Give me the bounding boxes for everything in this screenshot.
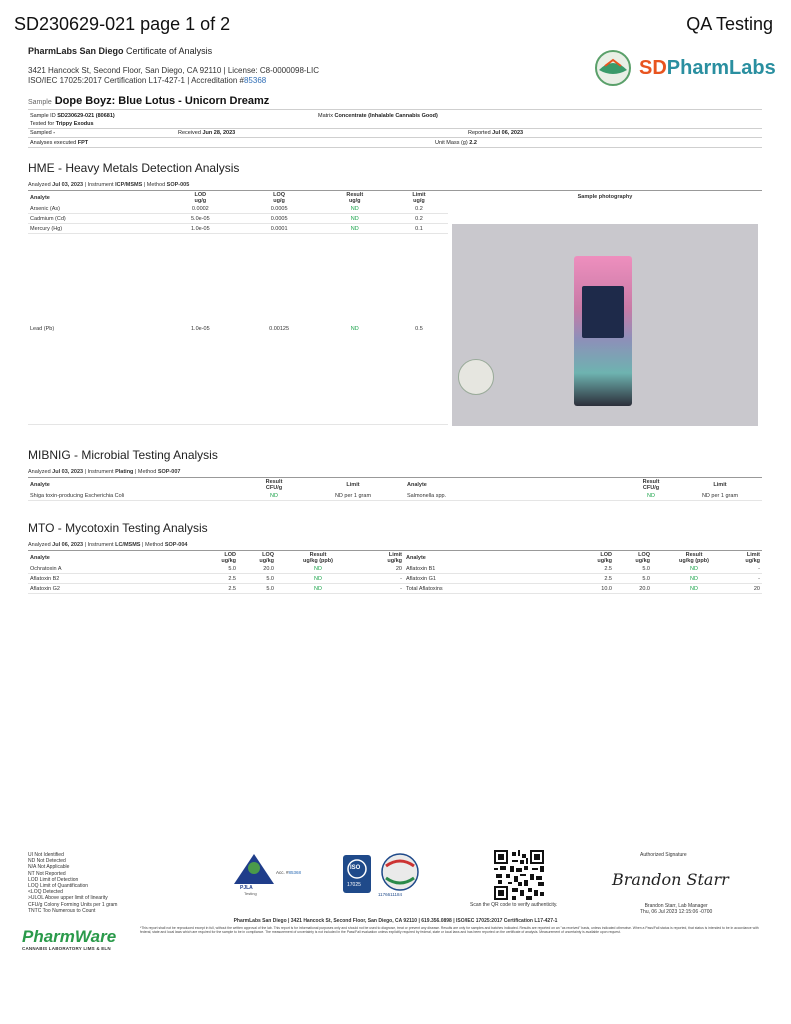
document-id: SD230629-021 page 1 of 2 [14,14,231,34]
mib-meta: Analyzed Jul 03, 2023 | Instrument Plating | Method SOP-007 [28,469,181,475]
qr-caption: Scan the QR code to verify authenticity. [470,902,558,908]
hme-header-row [28,192,448,204]
sample-photo [452,224,758,426]
received-date: Received Jun 28, 2023 [178,130,236,136]
lab-title [28,46,212,56]
lab-iso-line: ISO/IEC 17025:2017 Certification L17-427-1 | Accreditation #85368 [28,76,267,85]
lab-address-block [28,66,319,86]
accreditation-link[interactable]: 85368 [243,76,267,85]
pjla-badge: PJLA Testing [232,852,292,892]
reported-date: Reported Jul 06, 2023 [468,130,524,136]
package-window [582,286,624,338]
divider [28,190,762,191]
divider [28,147,762,148]
mib-table [28,479,762,501]
photo-header: Sample photography [577,194,633,200]
pharmlabs-seal-icon [591,48,637,88]
abbreviation-legend: UI Not Identified ND Not Detected N/A Not Applicable NT Not Reported LOD Limit of Detection LOQ Limit of Quantification <LOQ Detected >ULOL Above upper limit of linearity CFU/g Colony Forming Units per 1 gram TNTC Too Numerous to Count [28,852,118,914]
qa-testing-label: QA Testing [686,14,773,34]
sample-heading: Sample Dope Boyz: Blue Lotus - Unicorn Dreamz [28,95,270,107]
hme-meta: Analyzed Jul 03, 2023 | Instrument ICP/MSMS | Method SOP-005 [28,182,190,188]
divider [28,137,762,138]
pharmlabs-logo [591,48,776,88]
footer-disclaimer: *This report shall not be reproduced except in full, without the written approval of the lab. This report is for informational purposes only and should not be used to diagnose, treat or prevent any disease. Results are only for samples and batches indicated. Results are reported on an "as received" basis, unless indicated otherwise. When a Pass/Fail status is reported, that status is intended to be in accordance with federal, state and local laws which are required for the sample to be in compliance. The measurement of uncertainty is not included in the Pass/Fail evaluation unless explicitly required by federal, state or local laws and has been reported on the certificate of analysis. Measurement of uncertainty is available upon request. [140,926,759,935]
lab-address: 3421 Hancock St, Second Floor, San Diego, CA 92110 | License: C8-0000098-LIC [28,66,319,75]
hme-title: HME - Heavy Metals Detection Analysis [28,161,240,175]
table-row: Aflatoxin G2 2.5 5.0 ND - Total Aflatoxins 10.0 20.0 ND 20 [30,585,760,592]
verification-qr-code[interactable] [494,850,544,900]
lab-name: PharmLabs San Diego [28,46,124,56]
divider [28,128,762,129]
signature-title: Authorized Signature [640,852,687,858]
coa-label: Certificate of Analysis [123,46,213,56]
signatory: Brandon Starr, Lab Manager Thu, 06 Jul 2023 12:15:06 -0700 [640,903,713,915]
mto-title: MTO - Mycotoxin Testing Analysis [28,521,208,535]
mib-title: MIBNIG - Microbial Testing Analysis [28,448,218,462]
ilac-globe-icon [380,852,420,892]
table-row: Cadmium (Cd) 5.0e-05 0.0005 ND 0.2 [28,214,448,224]
unit-mass: Unit Mass (g) 2.2 [435,140,477,146]
sample-id: Sample ID SD230629-021 (80681) [30,113,115,119]
divider [28,109,762,110]
col-loq: LOQ ug/g [273,192,286,204]
mto-meta: Analyzed Jul 06, 2023 | Instrument LC/MSMS | Method SOP-004 [28,542,188,548]
sampled-date: Sampled - [30,130,56,136]
ilac-badge: 1176611184 [380,852,424,900]
product-package [574,256,632,406]
mto-header-row: Analyte LOD ug/kg LOQ ug/kg Result ug/kg (ppb) Limit ug/kg Analyte LOD ug/kg LOQ ug/kg Result ug/kg (ppb) Limit ug/kg [30,552,760,564]
col-limit: Limit ug/g [412,192,426,204]
mib-header-row: Analyte Result CFU/g Limit Analyte Result CFU/g Limit [30,479,727,491]
logo-text: SDPharmLabs [639,57,776,79]
iso-badge: ISO 17025 [342,854,372,894]
table-row: Lead (Pb) 1.0e-05 0.00125 ND 0.5 [28,234,448,425]
hme-table [28,192,448,425]
iso-shield-icon [342,854,372,894]
col-lod: LOD ug/g [194,192,207,204]
tested-for: Tested for Trippy Exodus [30,121,94,127]
table-row: Shiga toxin-producing Escherichia Coli ND ND per 1 gram Salmonella spp. ND ND per 1 gram [28,491,762,501]
table-row: Ochratoxin A 5.0 20.0 ND 20 Aflatoxin B1 2.5 5.0 ND - [30,565,760,572]
signature-script: Brandon Starr [612,870,729,889]
analyses-executed: Analyses executed FPT [30,140,89,146]
divider [28,550,762,551]
table-row: Aflatoxin B2 2.5 5.0 ND - Aflatoxin G1 2.5 5.0 ND - [30,575,760,582]
table-row: Arsenic (As) 0.0002 0.0005 ND 0.2 [28,204,448,214]
divider [28,477,762,478]
col-result: Result ug/g [346,192,364,204]
pharmlabs-seal-icon [458,359,494,395]
sample-matrix: Matrix Concentrate (Inhalable Cannabis Good) [318,113,438,119]
table-row: Mercury (Hg) 1.0e-05 0.0001 ND 0.1 [28,224,448,234]
sample-name: Dope Boyz: Blue Lotus - Unicorn Dreamz [54,95,270,107]
pjla-accreditation: Acc. #85368 [276,870,302,875]
pjla-triangle-icon [232,852,276,886]
footer-address: PharmLabs San Diego | 3421 Hancock St, Second Floor, San Diego, CA 92110 | 619.356.0898 | ISO/IEC 17025:2017 Certification L17-427-1 [233,918,558,924]
mto-table [28,552,762,594]
pharmware-logo: PharmWare CANNABIS LABORATORY LIMS & ELN [22,927,117,951]
col-analyte: Analyte [30,195,50,201]
